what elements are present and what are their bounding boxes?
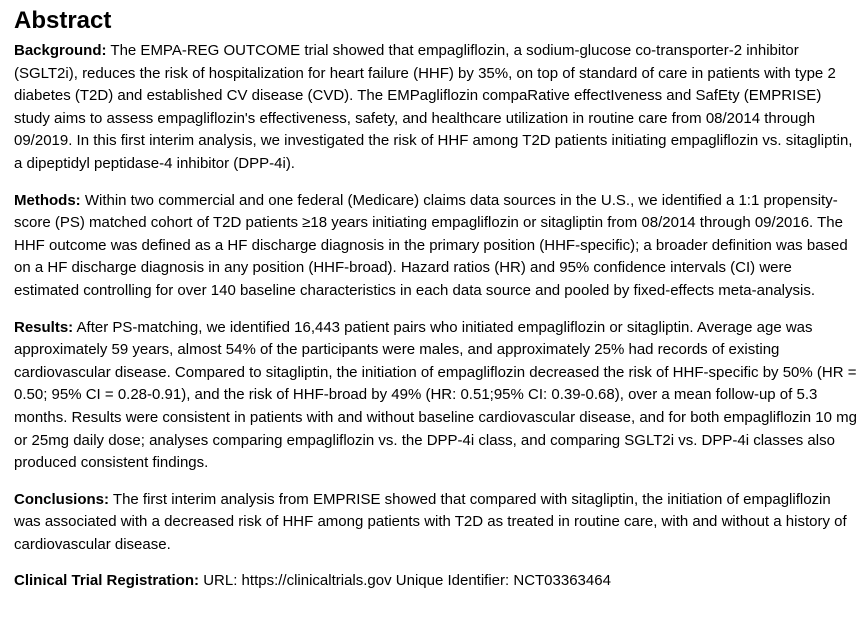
conclusions-paragraph <box>14 489 858 557</box>
conclusions-text: The first interim analysis from EMPRISE showed that compared with sitagliptin, the initiation of empagliflozin was associated with a decreased risk of HHF among patients with T2D as treated in routine care, with and without a history of cardiovascular disease. <box>14 490 847 553</box>
background-text: The EMPA-REG OUTCOME trial showed that empagliflozin, a sodium-glucose co-transporter-2 inhibitor (SGLT2i), reduces the risk of hospitalization for heart failure (HHF) by 35%, on top of standard of care in patients with type 2 diabetes (T2D) and established CV disease (CVD). The EMPagliflozin compaRative effectIveness and SafEty (EMPRISE) study aims to assess empagliflozin's effectiveness, safety, and healthcare utilization in routine care from 08/2014 through 09/2019. In this first interim analysis, we investigated the risk of HHF among T2D patients initiating empagliflozin vs. sitagliptin, a dipeptidyl peptidase-4 inhibitor (DPP-4i). <box>14 42 853 172</box>
methods-paragraph <box>14 190 858 303</box>
trial-registration-label: Clinical Trial Registration: <box>14 572 200 590</box>
results-paragraph <box>14 317 858 475</box>
methods-text: Within two commercial and one federal (Medicare) claims data sources in the U.S., we identified a 1:1 propensity-score (PS) matched cohort of T2D patients ≥18 years initiating empagliflozin or sitagliptin from 08/2014 through 09/2016. The HHF outcome was defined as a HF discharge diagnosis in the primary position (HHF-specific); a broader definition was based on a HF discharge diagnosis in any position (HHF-broad). Hazard ratios (HR) and 95% confidence intervals (CI) were estimated controlling for over 140 baseline characteristics in each data source and pooled by fixed-effects meta-analysis. <box>14 191 848 299</box>
trial-registration-paragraph <box>14 570 858 593</box>
abstract-title: Abstract <box>14 7 112 34</box>
trial-registration-text: URL: https://clinicaltrials.gov Unique Identifier: NCT03363464 <box>203 572 611 590</box>
results-text: After PS-matching, we identified 16,443 patient pairs who initiated empagliflozin or sitagliptin. Average age was approximately 59 years, almost 54% of the participants were males, and approximately 25% had records of existing cardiovascular disease. Compared to sitagliptin, the initiation of empagliflozin decreased the risk of HHF-specific by 50% (HR = 0.50; 95% CI = 0.28-0.91), and the risk of HHF-broad by 49% (HR: 0.51;95% CI: 0.39-0.68), over a mean follow-up of 5.3 months. Results were consistent in patients with and without baseline cardiovascular disease, and for both empagliflozin 10 mg or 25mg daily dose; analyses comparing empagliflozin vs. the DPP-4i class, and comparing SGLT2i vs. DPP-4i classes also produced consistent findings. <box>14 318 857 472</box>
background-paragraph <box>14 40 858 176</box>
background-label: Background: <box>14 42 107 59</box>
methods-label: Methods: <box>14 191 81 209</box>
conclusions-label: Conclusions: <box>14 490 110 508</box>
results-label: Results: <box>14 318 74 336</box>
